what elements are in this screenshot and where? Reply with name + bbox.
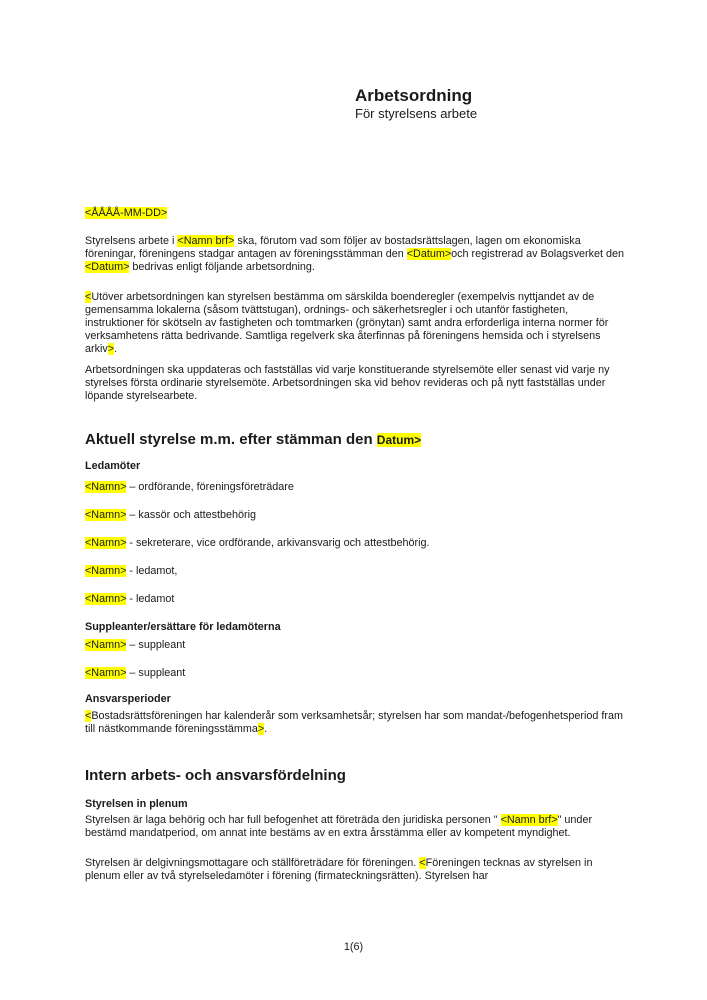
text-segment: Arbetsordningen ska uppdateras och fastställas vid varje konstituerande styrelsemöte eller senast vid varje ny styrelses första ordinarie styrelsemöte. Arbetsordningen ska vid behov revideras och på nytt fastställas under löpande styrelsearbete. xyxy=(85,364,610,402)
text-segment: Styrelsen är laga behörig och har full befogenhet att företräda den juridiska personen " xyxy=(85,814,501,826)
highlighted-placeholder: <Namn> xyxy=(85,509,127,521)
text-segment: Aktuell styrelse m.m. efter stämman den xyxy=(85,431,377,448)
text-segment: bedrivas enligt följande arbetsordning. xyxy=(129,261,315,273)
section-heading-current-board xyxy=(85,431,627,449)
highlighted-placeholder: < xyxy=(85,291,92,303)
terms-paragraph xyxy=(85,710,627,736)
intro-paragraph-2 xyxy=(85,291,627,356)
highlighted-placeholder: > xyxy=(107,343,115,355)
text-segment: Bostadsrättsföreningen har kalenderår som verksamhetsår; styrelsen har som mandat-/befogenhetsperiod fram till nästkommande föreningsstämma xyxy=(85,710,624,735)
highlighted-placeholder: <Namn brf> xyxy=(500,814,558,826)
member-line xyxy=(85,593,627,606)
highlighted-placeholder: Datum> xyxy=(376,433,422,447)
text-segment: Utöver arbetsordningen kan styrelsen bestämma om särskilda boenderegler (exempelvis nyttjandet av de gemensamma lokalerna (såsom tvättstugan), ordnings- och säkerhetsregler i och utanför fastigheten, instruktioner för skötseln av fastigheten och tomtmarken (grönytan) samt andra erforderliga interna normer för verksamhetens rätta bedrivande. Samtliga regelverk ska återfinnas på föreningens hemsida och i styrelsens arkiv xyxy=(85,291,609,355)
highlighted-placeholder: <Datum> xyxy=(85,261,130,273)
deputy-line xyxy=(85,667,627,680)
text-segment: Föreningen tecknas av styrelsen in plenum eller av två styrelseledamöter i förening (firmateckningsrätten). Styrelsen har xyxy=(85,857,593,882)
highlighted-placeholder: <Namn> xyxy=(85,481,127,493)
member-line xyxy=(85,509,627,522)
plenum-paragraph-1 xyxy=(85,814,627,840)
subheading-plenum: Styrelsen in plenum xyxy=(85,798,188,810)
member-line xyxy=(85,565,627,578)
date-placeholder-line xyxy=(85,207,627,220)
intro-paragraph-3 xyxy=(85,364,627,403)
highlighted-placeholder: <Datum> xyxy=(406,248,452,260)
member-line xyxy=(85,537,627,550)
text-segment: – kassör och attestbehörig xyxy=(126,509,257,521)
highlighted-placeholder: <Namn> xyxy=(85,667,127,679)
text-segment: – ordförande, föreningsföreträdare xyxy=(126,481,294,493)
subheading-deputies: Suppleanter/ersättare för ledamöterna xyxy=(85,621,281,633)
highlighted-placeholder: <Namn> xyxy=(85,565,127,577)
highlighted-placeholder: < xyxy=(419,857,426,869)
highlighted-placeholder: <Namn brf> xyxy=(177,235,235,247)
highlighted-placeholder: < xyxy=(85,710,92,722)
text-segment: . xyxy=(114,343,118,355)
text-segment: – suppleant xyxy=(126,639,186,651)
page-number: 1(6) xyxy=(343,941,364,953)
highlighted-placeholder: <ÅÅÅÅ-MM-DD> xyxy=(85,207,168,219)
text-segment: och registrerad av Bolagsverket den xyxy=(451,248,624,260)
text-segment: Styrelsens arbete i xyxy=(85,235,178,247)
highlighted-placeholder: <Namn> xyxy=(85,639,127,651)
highlighted-placeholder: > xyxy=(257,723,265,735)
deputy-line xyxy=(85,639,627,652)
document-subtitle: För styrelsens arbete xyxy=(355,106,478,121)
text-segment: - ledamot, xyxy=(126,565,178,577)
section-heading-internal-division: Intern arbets- och ansvarsfördelning xyxy=(85,767,346,784)
text-segment: - sekreterare, vice ordförande, arkivansvarig och attestbehörig. xyxy=(126,537,430,549)
text-segment: ska, förutom vad som följer av bostadsrättslagen, lagen om ekonomiska föreningar, föreningens stadgar antagen av föreningsstämman den xyxy=(85,235,581,260)
text-segment: Styrelsen är delgivningsmottagare och ställföreträdare för föreningen. xyxy=(85,857,420,869)
highlighted-placeholder: <Namn> xyxy=(85,593,127,605)
subheading-members: Ledamöter xyxy=(85,460,141,472)
document-title: Arbetsordning xyxy=(355,86,473,105)
text-segment: . xyxy=(264,723,268,735)
subheading-terms: Ansvarsperioder xyxy=(85,693,171,705)
text-segment: – suppleant xyxy=(126,667,186,679)
text-segment: " under bestämd mandatperiod, om annat inte bestäms av en extra årsstämma eller av kompetent myndighet. xyxy=(85,814,593,839)
member-line xyxy=(85,481,627,494)
plenum-paragraph-2 xyxy=(85,857,627,883)
text-segment: - ledamot xyxy=(126,593,175,605)
highlighted-placeholder: <Namn> xyxy=(85,537,127,549)
intro-paragraph-1 xyxy=(85,235,627,274)
